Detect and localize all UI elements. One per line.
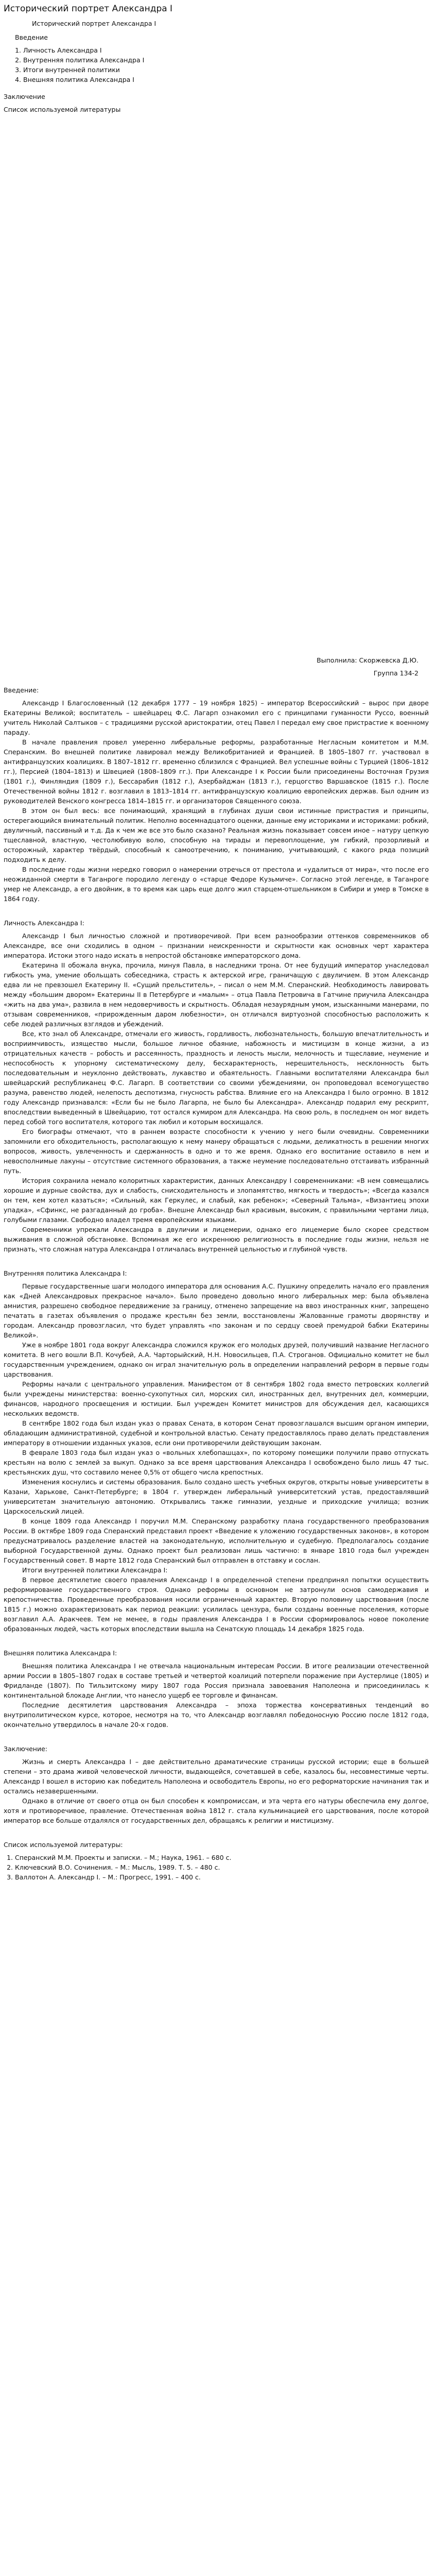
toc-conclusion[interactable]: Заключение bbox=[4, 93, 45, 100]
paragraph: Итоги внутренней политики Александра I: bbox=[22, 1566, 168, 1574]
section-spacer bbox=[4, 1825, 429, 1833]
paragraph: В последние годы жизни нередко говорил о намерении отречься от престола и «удалиться от мира», что после его неожиданной смерти в Таганроге породило легенду о «старце Федоре Кузьмиче». Согласно этой легенде, в Таганроге умер не Александр, а его двойник, в то время как царь еще долго жил старцем-отшельником в Сибири и умер в Томске в 1864 году. bbox=[4, 866, 429, 903]
section-spacer bbox=[4, 1634, 429, 1641]
paragraph: Александр I был личностью сложной и противоречивой. При всем разнообразии оттенков современников об Александре, все они сходились в одном – признании неискренности и скрытности как основных черт характера императора. Истоки этого надо искать в непростой обстановке императорского дома. bbox=[4, 932, 429, 959]
source-item: 2. Ключевский В.О. Сочинения. – М.: Мысль, 1989. Т. 5. – 480 с. bbox=[15, 1862, 429, 1872]
toc-sources[interactable]: Список используемой литературы bbox=[4, 106, 121, 113]
paragraph: В начале правления провел умеренно либеральные реформы, разработанные Негласным комитетом и М.М. Сперанским. Во внешней политике лавировал между Великобританией и Францией. В 1805–1807 гг. участвовал в антифранцузских коалициях. В 1807–1812 гг. временно сблизился с Францией. Вел успешные войны с Турцией (1806–1812 гг.), Персией (1804–1813) и Швецией (1808–1809 гг.). При Александре I к России были присоединены Восточная Грузия (1801 г.), Финляндия (1809 г.), Бессарабия (1812 г.), Азербайджан (1813 г.), герцогство Варшавское (1815 г.). После Отечественной войны 1812 г. возглавил в 1813–1814 гг. антифранцузскую коалицию европейских держав. Был одним из руководителей Венского конгресса 1814–1815 гг. и организаторов Священного союза. bbox=[4, 738, 429, 805]
section-spacer bbox=[4, 1730, 429, 1737]
toc-item[interactable]: 1. Личность Александра I bbox=[23, 45, 429, 55]
document-section bbox=[4, 1648, 429, 1737]
signature-block bbox=[4, 655, 429, 678]
paragraph: В этом он был весь: все понимающий, хранящий в глубинах души свои истинные пристрастия и принципы, остерегающийся внимательный политик. Неполно восемнадцатого оценки, данные ему историками и историками: робкий, двуличный, пассивный и т.д. Да к чем же все это было сказано? Реальная жизнь показывает совсем иное – натуру цепкую тщеславной, властную, честолюбивую волю, способную на тирады и перевоплощение, ум гибкий, прозорливый и осторожный, характер твёрдый, способный к самоотречению, к пониманию, учитывающий, с какого ряда позиций подходить к делу. bbox=[4, 807, 429, 863]
toc-item[interactable]: 2. Внутренняя политика Александра I bbox=[23, 55, 429, 65]
section-title: Личность Александра I: bbox=[4, 919, 84, 927]
document-title: Исторический портрет Александра I bbox=[4, 4, 173, 14]
toc-item[interactable]: 3. Итоги внутренней политики bbox=[23, 65, 429, 75]
paragraph: Александр I Благословенный (12 декабря 1777 – 19 ноября 1825) – император Всероссийский – вырос при дворе Екатерины Великой; воспитатель – швейцарец Ф.С. Лагарп ознакомил его с принципами гуманности Руссо, военный учитель Николай Салтыков – с традициями русской аристократии, отец Павел I передал ему свое пристрастие к военному параду. bbox=[4, 699, 429, 736]
section-title: Внутренняя политика Александра I: bbox=[4, 1269, 127, 1277]
section-spacer bbox=[4, 1254, 429, 1261]
group-line: Группа 134-2 bbox=[373, 669, 418, 677]
paragraph: Внешняя политика Александра I не отвечала национальным интересам России. В итоге реализации отечественной армии России в 1805–1807 годах в составе третьей и четвертой коалиций потерпели поражение при Аустерлице (1805) и Фридланде (1807). По Тильзитскому миру 1807 года Россия признала завоевания Наполеона и присоединилась к континентальной блокаде Англии, что нанесло ущерб ее торговле и финансам. bbox=[4, 1662, 429, 1699]
paragraph: В сентябре 1802 года был издан указ о правах Сената, в котором Сенат провозглашался высшим органом империи, обладающим административной, судебной и контрольной властью. Сенату предоставлялось право делать представления императору в отношении изданных указов, если они противоречили действующим законам. bbox=[4, 1419, 429, 1447]
paragraph: История сохранила немало колоритных характеристик, данных Александру I современниками: «В нем совмещались хорошие и дурные свойства, дух и слабость, снисходительность и злопамятство, мягкость и твердость»; «Всегда казался он тем, кем хотел казаться»; «Сильный, как Геркулес, и слабый, как ребенок»; «Северный Тальма», «Византиец эпохи упадка», «Сфинкс, не разгаданный до гроба». Внешне Александр был красивым, высоким, с правильными чертами лица, голубыми глазами. Свободно владел тремя европейскими языками. bbox=[4, 1177, 429, 1224]
paragraph: Уже в ноябре 1801 года вокруг Александра сложился кружок его молодых друзей, получивший название Негласного комитета. В него вошли В.П. Кочубей, А.А. Чарторыйский, Н.Н. Новосильцев, П.А. Строганов. Официально комитет не был государственным учреждением, однако он играл значительную роль в определении направлений реформ в первые годы царствования. bbox=[4, 1341, 429, 1378]
paragraph: Первые государственные шаги молодого императора для основания А.С. Пушкину определить начало его правления как «Дней Александровых прекрасное начало». Было проведено довольно много либеральных мер: была объявлена амнистия, разрешено свободное передвижение за границу, отменено запрещение на ввоз иностранных книг, запрещено печатать в газетах объявления о продаже крестьян без земли, восстановлены Жалованные грамоты дворянству и городам. Александр провозгласил, что будет управлять «по законам и по сердцу своей премудрой бабки Екатерины Великой». bbox=[4, 1282, 429, 1339]
paragraph: Все, кто знал об Александре, отмечали его живость, гордливость, любознательность, большую впечатлительность и восприимчивость, изящество мысли, большое личное обаяние, набожность и мистицизм в конце жизни, а из отрицательных качеств – робость и рассеянность, праздность и леность мысли, мелочность и тщеславие, неумение и неспособность к упорному систематическому делу, бесхарактерность, нерешительность, несклонность быть последовательным и неуклонно действовать, лукавство и обаятельность. Главными воспитателями Александра был швейцарский республиканец Ф.С. Лагарп. В соответствии со своими убеждениями, он проповедовал всемогущество разума, равенство людей, нелепость деспотизма, гнусность рабства. Влияние его на Александра I было огромно. В 1812 году Александр признавался: «Если бы не было Лагарпа, не было бы Александра». Александр подарил ему рескрипт, впоследствии выведенный в Швейцарию, тот остался кумиром для Александра. На свою роль, в последнем он мог видеть перед собой того воспитателя, которого так любил и которым восхищался. bbox=[4, 1030, 429, 1126]
paragraph: Последние десятилетия царствования Александра – эпоха торжества консервативных тенденций во внутриполитическом курсе, которое, несмотря на то, что Александр возглавлял победоносную Россию после 1812 года, окончательно утвердилось в начале 20-х годов. bbox=[4, 1701, 429, 1728]
table-of-contents bbox=[4, 45, 429, 84]
paragraph: Жизнь и смерть Александра I – две действительно драматические страницы русской истории; еще в большей степени – это драма живой человеческой личности, выдающейся, сочетавшей в себе, казалось бы, несовместимые черты. Александр I вошел в историю как победитель Наполеона и освободитель Европы, но его реформаторские начинания так и остались незавершенными. bbox=[4, 1758, 429, 1795]
toc-item[interactable]: 4. Внешняя политика Александра I bbox=[23, 75, 429, 84]
paragraph: Изменения коснулись и системы образования. Было создано шесть учебных округов, открыты новые университеты в Казани, Харькове, Санкт-Петербурге; в 1804 г. утвержден либеральный университетский устав, предоставлявший университетам значительную автономию. Открывались также гимназии, уездные и приходские училища; возник Царскосельский лицей. bbox=[4, 1478, 429, 1515]
paragraph: В феврале 1803 года был издан указ о «вольных хлебопашцах», по которому помещики получили право отпускать крестьян на волю с землей за выкуп. Однако за все время царствования Александра I освобождено было лишь 47 тыс. крестьянских душ, что составило менее 0,5% от общего числа крепостных. bbox=[4, 1449, 429, 1476]
sources-list bbox=[4, 1853, 429, 1882]
paragraph: Современники упрекали Александра в двуличии и лицемерии, однако его лицемерие было скорее средством выживания в сложной обстановке. Вспоминая же его искреннюю религиозность в последние годы жизни, нельзя не признать, что сложная натура Александра I отличалась внутренней цельностью и глубиной чувств. bbox=[4, 1226, 429, 1253]
document-section bbox=[4, 1744, 429, 1833]
section-title: Введение: bbox=[4, 686, 39, 694]
document-section bbox=[4, 918, 429, 1261]
author-line: Выполнила: Скоржевска Д.Ю. bbox=[317, 656, 418, 664]
source-item: 3. Валлотон А. Александр I. – М.: Прогресс, 1991. – 400 с. bbox=[15, 1872, 429, 1882]
sources-section bbox=[4, 1840, 429, 1882]
paragraph: В конце 1809 года Александр I поручил М.М. Сперанскому разработку плана государственного преобразования России. В октябре 1809 года Сперанский представил проект «Введение к уложению государственных законов», в котором предусматривалось разделение властей на законодательную, исполнительную и судебную. Предполагалось создание выборной Государственной думы. Однако проект был реализован лишь частично: в январе 1810 года был учрежден Государственный совет. В марте 1812 года Сперанский был отправлен в отставку и сослан. bbox=[4, 1517, 429, 1564]
paragraph: Реформы начали с центрального управления. Манифестом от 8 сентября 1802 года вместо петровских коллегий были учреждены министерства: военно-сухопутных сил, морских сил, иностранных дел, внутренних дел, коммерции, финансов, народного просвещения и юстиции. Был учрежден Комитет министров для обсуждения дел, касающихся нескольких ведомств. bbox=[4, 1380, 429, 1417]
toc-heading: Введение bbox=[15, 33, 48, 41]
document-header: Исторический портрет Александра I bbox=[32, 20, 156, 27]
paragraph: Однако в отличие от своего отца он был способен к компромиссам, и эта черта его натуры обеспечила ему долгое, хотя и противоречивое, правление. Отечественная война 1812 г. стала кульминацией его царствования, после которой император все больше отдалялся от государственных дел, обращаясь к религии и мистицизму. bbox=[4, 1797, 429, 1824]
document-section bbox=[4, 1268, 429, 1641]
paragraph: В первое десятилетие своего правления Александр I в определенной степени предпринял попытки осуществить реформирование государственного строя. Однако реформы в основном не затронули основ самодержавия и крепостничества. Проведенные преобразования носили ограниченный характер. Вторую половину царствования (после 1815 г.) можно охарактеризовать как период реакции: усилилась цензура, были созданы военные поселения, которые возглавил А.А. Аракчеев. Тем не менее, в годы правления Александра I в России сформировалось новое поколение образованных людей, часть которых впоследствии вышла на Сенатскую площадь 14 декабря 1825 года. bbox=[4, 1576, 429, 1633]
sources-title: Список используемой литературы: bbox=[4, 1841, 123, 1849]
document-section bbox=[4, 685, 429, 911]
section-spacer bbox=[4, 904, 429, 911]
paragraph: Екатерина II обожала внука, прочила, минуя Павла, в наследники трона. От нее будущий император унаследовал гибкость ума, умение обольщать собеседника, страсть к актерской игре, граничащую с двуличием. В этом Александр едва ли не превзошел Екатерину II. «Сущий прельститель», – писал о нем М.М. Сперанский. Необходимость лавировать между «большим двором» Екатерины II в Петербурге и «малым» – отца Павла Петровича в Гатчине приучила Александра «жить на два ума», развила в нем недоверчивость и скрытность. Обладая незаурядным умом, изысканными манерами, по отзывам современников, «прирожденным даром любезности», он отличался виртуозной способностью расположить к себе людей различных взглядов и убеждений. bbox=[4, 961, 429, 1028]
section-title: Заключение: bbox=[4, 1745, 48, 1753]
section-title: Внешняя политика Александра I: bbox=[4, 1649, 117, 1657]
source-item: 1. Сперанский М.М. Проекты и записки. – М.; Наука, 1961. – 680 с. bbox=[15, 1853, 429, 1862]
paragraph: Его биографы отмечают, что в раннем возрасте способности к учению у него были очевидны. Современники запомнили его обходительность, располагающую к нему манеру обращаться с людьми, деликатность в решении многих вопросов, живость, увлеченность и сдержанность в одно и то же время. Однако его воспитание оставило в нем и невосполнимые лакуны – отсутствие системного образования, а также неумение последовательно отстаивать избранный путь. bbox=[4, 1128, 429, 1175]
sections-container bbox=[4, 685, 429, 1833]
